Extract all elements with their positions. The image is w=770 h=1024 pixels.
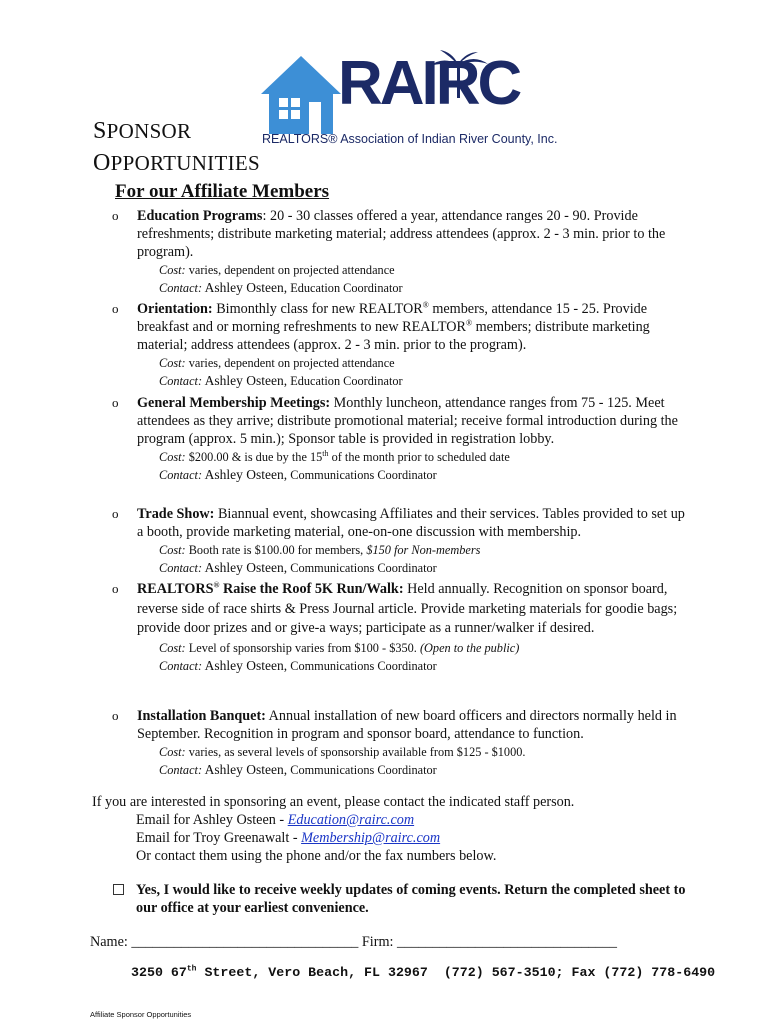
bullet: o bbox=[112, 506, 119, 521]
contact-intro: If you are interested in sponsoring an event, please contact the indicated staff person. bbox=[92, 794, 575, 810]
list-item-education-programs: o Education Programs: 20 - 30 classes offered a year, attendance ranges 20 - 90. Provide refreshments; distribute marketing material; address attendees (approx. 2 - 3 min. prior to the program). Cost: varies, dependent on projected attendance Contact: Ashley Osteen, Education Coordinator bbox=[112, 207, 692, 297]
cost-line: Cost: Level of sponsorship varies from $100 - $350. (Open to the public) bbox=[159, 640, 520, 655]
contact-line: Contact: Ashley Osteen, Communications Coordinator bbox=[159, 657, 437, 673]
contact-other: Or contact them using the phone and/or the fax numbers below. bbox=[136, 848, 497, 864]
list-item-general-membership-meetings: o General Membership Meetings: Monthly luncheon, attendance ranges from 75 - 125. Meet attendees as they arrive; distribute promotional material; receive formal introduction during the program (approx. 5 min.); Sponsor table is provided in registration lobby. Cost: $200.00 & is due by the 15th of the month prior to scheduled date Contact: Ashley Osteen, Communications Coordinator bbox=[112, 394, 692, 484]
logo-wordmark: RAIRC bbox=[338, 49, 520, 118]
cost-line: Cost: $200.00 & is due by the 15th of the month prior to scheduled date bbox=[159, 448, 510, 464]
address-line: 3250 67th Street, Vero Beach, FL 32967 (772) 567-3510; Fax (772) 778-6490 bbox=[131, 964, 716, 980]
firm-field[interactable]: _______________________________ bbox=[397, 934, 617, 950]
bullet: o bbox=[112, 708, 119, 723]
list-item-trade-show: o Trade Show: Biannual event, showcasing Affiliates and their services. Tables provided to set up a booth, provide marketing material, one-on-one discussion with membership. Cost: Booth rate is $100.00 for members, $150 for Non-members Contact: Ashley Osteen, Communications Coordinator bbox=[112, 505, 692, 577]
page-footer: Affiliate Sponsor Opportunities bbox=[90, 1010, 192, 1019]
optin-label: Yes, I would like to receive weekly updates of coming events. Return the completed sheet to our office at your earliest convenience. bbox=[136, 882, 686, 916]
list-item-orientation: o Orientation: Bimonthly class for new REALTOR® members, attendance 15 - 25. Provide breakfast and or morning refreshments to new REALTOR® members; distribute marketing material; address attendees (approx. 2 - 3 min. prior to the program). Cost: varies, dependent on projected attendance Contact: Ashley Osteen, Education Coordinator bbox=[112, 300, 692, 390]
list-item-5k-run-walk: o REALTORS® Raise the Roof 5K Run/Walk: Held annually. Recognition on sponsor board, reverse side of race shirts & Press Journal article. Provide marketing materials for goodie bags; provide door prizes and or give-a ways; participate as a runner/walker if desired. Cost: Level of sponsorship varies from $100 - $350. (Open to the public) Contact: Ashley Osteen, Communications Coordinator bbox=[112, 580, 692, 675]
bullet: o bbox=[112, 208, 119, 223]
page-title-line1: SPONSOR bbox=[93, 118, 192, 144]
email-link-membership[interactable]: Membership@rairc.com bbox=[301, 830, 441, 846]
optin-checkbox[interactable] bbox=[113, 884, 124, 895]
name-field[interactable]: ________________________________ bbox=[131, 934, 359, 950]
contact-line: Contact: Ashley Osteen, Communications Coordinator bbox=[159, 762, 437, 777]
bullet: o bbox=[112, 395, 119, 410]
name-firm-line: Name: ________________________________ Firm: _______________________________ bbox=[90, 934, 617, 950]
contact-section: If you are interested in sponsoring an event, please contact the indicated staff person. Email for Ashley Osteen - Education@rairc.com Email for Troy Greenawalt - Membership@rairc.com Or contact them using the phone and/or the fax numbers below. bbox=[92, 794, 575, 864]
page-title-line2: OPPORTUNITIES bbox=[93, 150, 260, 176]
cost-line: Cost: varies, as several levels of sponsorship available from $125 - $1000. bbox=[159, 745, 526, 759]
contact-line: Contact: Ashley Osteen, Education Coordinator bbox=[159, 373, 403, 388]
optin-section bbox=[113, 881, 693, 917]
logo-tagline: REALTORS® Association of Indian River County, Inc. bbox=[262, 132, 558, 146]
cost-line: Cost: Booth rate is $100.00 for members, $150 for Non-members bbox=[159, 543, 481, 557]
house-icon bbox=[261, 56, 341, 134]
contact-line: Contact: Ashley Osteen, Communications Coordinator bbox=[159, 467, 437, 482]
email-link-education[interactable]: Education@rairc.com bbox=[287, 812, 415, 828]
contact-line: Contact: Ashley Osteen, Communications Coordinator bbox=[159, 560, 437, 575]
section-heading: For our Affiliate Members bbox=[115, 181, 330, 202]
cost-line: Cost: varies, dependent on projected attendance bbox=[159, 356, 395, 370]
bullet: o bbox=[112, 581, 119, 596]
cost-line: Cost: varies, dependent on projected attendance bbox=[159, 263, 395, 277]
bullet: o bbox=[112, 301, 119, 316]
list-item-installation-banquet: o Installation Banquet: Annual installation of new board officers and directors normally held in September. Recognition in program and sponsor board, attendance to function. Cost: varies, as several levels of sponsorship available from $125 - $1000. Contact: Ashley Osteen, Communications Coordinator bbox=[112, 707, 692, 779]
contact-line: Contact: Ashley Osteen, Education Coordinator bbox=[159, 280, 403, 295]
